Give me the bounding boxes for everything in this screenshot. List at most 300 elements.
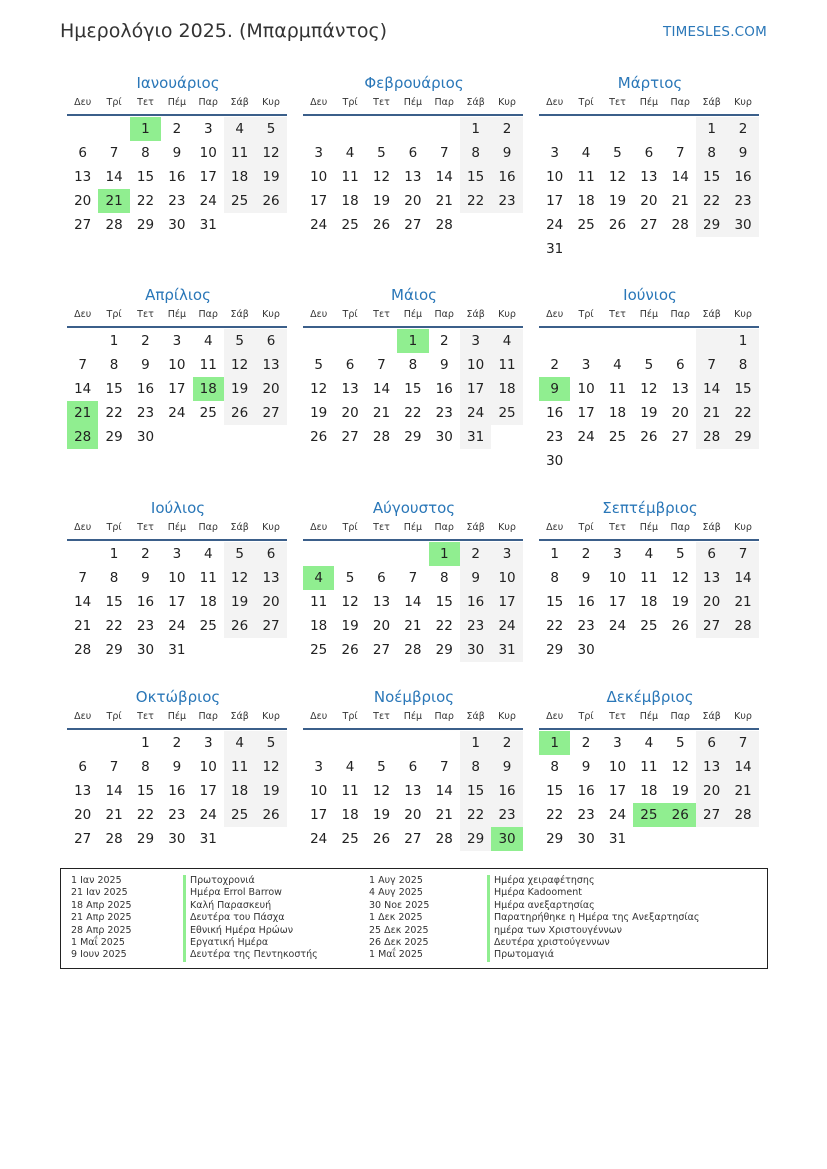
day-cell: 24 <box>199 193 217 209</box>
day-cell: 8 <box>727 353 758 377</box>
day-cell: 5 <box>255 117 286 141</box>
day-cell: 6 <box>377 570 386 586</box>
day-cell: 1 <box>397 329 428 353</box>
day-cell: 26 <box>224 614 255 638</box>
day-cell: 26 <box>341 642 359 658</box>
day-cell: 22 <box>460 189 491 213</box>
empty-day-cell <box>696 638 727 662</box>
day-cell: 2 <box>141 333 150 349</box>
day-cell: 17 <box>608 783 627 799</box>
day-cell: 14 <box>671 169 689 185</box>
day-cell: 19 <box>608 193 627 209</box>
day-cell: 8 <box>550 759 559 775</box>
day-cell: 18 <box>341 193 359 209</box>
day-cell: 15 <box>136 169 155 185</box>
day-cell: 16 <box>435 381 453 397</box>
day-cell: 6 <box>345 357 355 373</box>
month-name: Ιούλιος <box>150 499 206 517</box>
empty-day-cell <box>665 117 696 141</box>
day-cell: 7 <box>78 357 87 373</box>
day-cell: 27 <box>74 217 92 233</box>
weekday-label: Δευ <box>546 522 564 533</box>
day-cell: 7 <box>439 759 449 775</box>
day-cell: 12 <box>255 755 286 779</box>
day-cell: 16 <box>136 381 155 397</box>
month-name: Μάιος <box>391 286 437 304</box>
empty-day-cell <box>255 213 286 237</box>
day-cell: 14 <box>435 783 453 799</box>
day-cell: 26 <box>310 429 328 445</box>
day-cell: 25 <box>199 618 217 634</box>
day-cell: 10 <box>608 570 627 586</box>
day-cell: 9 <box>172 759 182 775</box>
day-cell: 28 <box>435 831 453 847</box>
day-cell: 2 <box>550 357 559 373</box>
day-cell: 15 <box>696 165 727 189</box>
day-cell: 15 <box>546 783 564 799</box>
weekday-label: Κυρ <box>262 711 280 722</box>
day-cell: 27 <box>696 803 727 827</box>
day-cell: 26 <box>255 189 286 213</box>
day-cell: 17 <box>168 594 186 610</box>
day-cell: 25 <box>491 401 522 425</box>
day-cell: 10 <box>199 759 217 775</box>
weekday-label: Κυρ <box>498 309 516 320</box>
day-cell: 29 <box>404 429 422 445</box>
weekday-label: Τρί <box>342 711 358 722</box>
day-cell: 24 <box>546 217 564 233</box>
day-cell: 2 <box>172 121 182 137</box>
weekday-label: Σάβ <box>702 522 721 533</box>
empty-day-cell <box>397 117 428 141</box>
legend-holiday-name: ημέρα των Χριστουγέννων <box>487 925 699 937</box>
day-cell: 21 <box>98 189 129 213</box>
legend-holiday-name: Ημέρα Errol Barrow <box>183 887 318 899</box>
month-block <box>539 284 761 473</box>
day-cell: 16 <box>491 165 522 189</box>
empty-day-cell <box>67 329 98 353</box>
day-cell: 11 <box>640 759 658 775</box>
day-cell: 27 <box>404 831 422 847</box>
day-cell: 19 <box>372 193 391 209</box>
day-cell: 9 <box>581 570 591 586</box>
legend-date: 1 Δεκ 2025 <box>369 912 423 924</box>
weekday-label: Πέμ <box>639 97 659 108</box>
day-grid <box>303 117 525 237</box>
month-divider <box>539 539 759 541</box>
day-cell: 30 <box>168 217 186 233</box>
month-divider <box>67 114 287 116</box>
day-cell: 12 <box>671 570 689 586</box>
empty-day-cell <box>570 117 601 141</box>
day-cell: 28 <box>105 217 123 233</box>
weekday-label: Παρ <box>198 711 218 722</box>
day-cell: 13 <box>372 594 391 610</box>
legend-date: 4 Αυγ 2025 <box>369 887 423 899</box>
weekday-label: Πέμ <box>403 711 423 722</box>
day-grid <box>303 542 525 662</box>
day-cell: 7 <box>675 145 685 161</box>
weekday-label: Πέμ <box>639 711 659 722</box>
legend-holiday-name: Δευτέρα χριστούγεννων <box>487 937 699 949</box>
legend-date: 21 Απρ 2025 <box>71 912 132 924</box>
day-cell: 23 <box>727 189 758 213</box>
empty-day-cell <box>665 329 696 353</box>
legend-holiday-name: Καλή Παρασκευή <box>183 900 318 912</box>
day-cell: 12 <box>640 381 658 397</box>
day-cell: 7 <box>696 353 727 377</box>
weekday-label: Παρ <box>434 711 454 722</box>
month-name: Μάρτιος <box>617 74 683 92</box>
weekday-label: Παρ <box>434 309 454 320</box>
weekday-label: Τρί <box>106 97 122 108</box>
month-block <box>67 72 289 237</box>
day-cell: 9 <box>141 357 150 373</box>
day-cell: 17 <box>310 193 328 209</box>
empty-day-cell <box>602 638 633 662</box>
holiday-legend <box>60 868 768 969</box>
day-cell: 15 <box>404 381 422 397</box>
empty-day-cell <box>193 638 224 662</box>
day-cell: 17 <box>199 783 217 799</box>
day-cell: 17 <box>460 377 491 401</box>
month-name: Απρίλιος <box>145 286 211 304</box>
weekday-label: Πέμ <box>639 522 659 533</box>
day-cell: 16 <box>546 405 564 421</box>
empty-day-cell <box>727 638 758 662</box>
day-cell: 7 <box>727 542 758 566</box>
day-cell: 20 <box>74 807 92 823</box>
day-cell: 31 <box>608 831 627 847</box>
weekday-label: Δευ <box>546 97 564 108</box>
day-cell: 15 <box>435 594 453 610</box>
day-cell: 6 <box>78 145 87 161</box>
day-cell: 11 <box>199 570 217 586</box>
day-cell: 8 <box>460 141 491 165</box>
empty-day-cell <box>429 731 460 755</box>
day-cell: 2 <box>172 735 182 751</box>
weekday-label: Σάβ <box>230 522 249 533</box>
empty-day-cell <box>67 117 98 141</box>
day-cell: 6 <box>255 542 286 566</box>
day-cell: 14 <box>404 594 422 610</box>
weekday-label: Τετ <box>137 711 154 722</box>
day-cell: 27 <box>255 614 286 638</box>
month-name: Ιούνιος <box>623 286 677 304</box>
weekday-label: Τρί <box>578 711 594 722</box>
day-cell: 1 <box>550 546 559 562</box>
day-cell: 20 <box>640 193 658 209</box>
day-cell: 3 <box>314 145 323 161</box>
day-grid <box>539 117 761 261</box>
day-cell: 13 <box>404 783 422 799</box>
day-cell: 21 <box>671 193 689 209</box>
day-cell: 12 <box>224 566 255 590</box>
empty-day-cell <box>67 542 98 566</box>
day-cell: 12 <box>224 353 255 377</box>
empty-day-cell <box>727 237 758 261</box>
day-cell: 1 <box>727 329 758 353</box>
day-cell: 9 <box>172 145 182 161</box>
weekday-label: Δευ <box>74 97 92 108</box>
day-cell: 25 <box>341 831 359 847</box>
day-cell: 20 <box>341 405 359 421</box>
weekday-label: Δευ <box>310 309 328 320</box>
day-cell: 21 <box>727 590 758 614</box>
day-cell: 14 <box>372 381 391 397</box>
day-cell: 26 <box>372 217 391 233</box>
legend-date: 1 Μαΐ 2025 <box>369 949 423 961</box>
day-cell: 7 <box>109 145 119 161</box>
legend-date: 21 Ιαν 2025 <box>71 887 128 899</box>
day-cell: 11 <box>491 353 522 377</box>
day-cell: 21 <box>435 193 453 209</box>
day-cell: 22 <box>546 807 564 823</box>
day-cell: 29 <box>727 425 758 449</box>
day-cell: 16 <box>577 783 595 799</box>
day-cell: 9 <box>581 759 591 775</box>
weekday-header <box>67 94 289 112</box>
empty-day-cell <box>397 542 428 566</box>
day-cell: 25 <box>608 429 627 445</box>
day-cell: 29 <box>105 429 123 445</box>
day-cell: 17 <box>491 590 522 614</box>
month-block <box>539 686 761 851</box>
weekday-header <box>303 94 525 112</box>
day-cell: 21 <box>105 807 123 823</box>
day-cell: 29 <box>546 831 564 847</box>
day-cell: 28 <box>727 614 758 638</box>
day-cell: 5 <box>224 542 255 566</box>
empty-day-cell <box>303 731 334 755</box>
day-cell: 3 <box>203 121 213 137</box>
day-cell: 14 <box>727 755 758 779</box>
empty-day-cell <box>602 237 633 261</box>
day-cell: 13 <box>255 566 286 590</box>
day-cell: 19 <box>255 779 286 803</box>
day-cell: 31 <box>168 642 186 658</box>
legend-names-left <box>183 875 318 962</box>
day-cell: 7 <box>109 759 119 775</box>
day-cell: 23 <box>168 807 186 823</box>
day-cell: 8 <box>439 570 449 586</box>
day-cell: 30 <box>491 827 522 851</box>
day-cell: 23 <box>460 614 491 638</box>
day-cell: 3 <box>314 759 323 775</box>
day-grid <box>67 329 289 449</box>
weekday-label: Τρί <box>106 711 122 722</box>
day-cell: 9 <box>539 377 570 401</box>
weekday-label: Τετ <box>609 522 626 533</box>
day-cell: 30 <box>136 429 155 445</box>
month-divider <box>539 114 759 116</box>
day-cell: 21 <box>372 405 391 421</box>
day-cell: 27 <box>74 831 92 847</box>
day-grid <box>539 542 761 662</box>
day-cell: 4 <box>303 566 334 590</box>
day-cell: 15 <box>460 165 491 189</box>
day-cell: 17 <box>168 381 186 397</box>
day-cell: 16 <box>168 169 186 185</box>
day-cell: 2 <box>581 546 591 562</box>
day-cell: 30 <box>168 831 186 847</box>
day-cell: 6 <box>78 759 87 775</box>
empty-day-cell <box>460 213 491 237</box>
day-cell: 17 <box>577 405 595 421</box>
empty-day-cell <box>397 731 428 755</box>
day-cell: 5 <box>675 735 685 751</box>
day-cell: 8 <box>109 357 119 373</box>
empty-day-cell <box>98 117 129 141</box>
empty-day-cell <box>633 449 664 473</box>
day-cell: 6 <box>255 329 286 353</box>
day-cell: 22 <box>546 618 564 634</box>
day-cell: 30 <box>136 642 155 658</box>
weekday-label: Σάβ <box>230 309 249 320</box>
day-cell: 1 <box>539 731 570 755</box>
empty-day-cell <box>696 827 727 851</box>
empty-day-cell <box>570 237 601 261</box>
day-cell: 15 <box>105 381 123 397</box>
day-cell: 2 <box>491 117 522 141</box>
weekday-label: Τρί <box>578 522 594 533</box>
empty-day-cell <box>696 237 727 261</box>
day-cell: 5 <box>345 570 355 586</box>
day-cell: 22 <box>404 405 422 421</box>
day-cell: 19 <box>671 783 689 799</box>
day-cell: 2 <box>491 731 522 755</box>
day-cell: 6 <box>696 542 727 566</box>
day-cell: 31 <box>199 217 217 233</box>
empty-day-cell <box>633 827 664 851</box>
legend-date: 25 Δεκ 2025 <box>369 924 429 936</box>
empty-day-cell <box>429 117 460 141</box>
day-cell: 24 <box>460 401 491 425</box>
day-cell: 29 <box>136 831 155 847</box>
day-cell: 3 <box>581 357 591 373</box>
day-cell: 9 <box>460 566 491 590</box>
day-cell: 11 <box>310 594 328 610</box>
weekday-label: Κυρ <box>734 711 752 722</box>
day-cell: 11 <box>224 755 255 779</box>
day-cell: 21 <box>727 779 758 803</box>
legend-date: 28 Απρ 2025 <box>71 924 132 936</box>
empty-day-cell <box>255 827 286 851</box>
empty-day-cell <box>255 425 286 449</box>
month-block <box>303 284 525 449</box>
weekday-label: Κυρ <box>262 97 280 108</box>
weekday-label: Σάβ <box>466 97 485 108</box>
month-block <box>67 284 289 449</box>
day-cell: 4 <box>491 329 522 353</box>
empty-day-cell <box>224 638 255 662</box>
weekday-label: Παρ <box>670 522 690 533</box>
site-brand-link[interactable]: TIMESLES.COM <box>663 24 767 40</box>
day-cell: 24 <box>168 405 186 421</box>
day-cell: 3 <box>203 735 213 751</box>
legend-holiday-name: Ημέρα χειραφέτησης <box>487 875 699 887</box>
empty-day-cell <box>366 117 397 141</box>
month-divider <box>303 326 523 328</box>
empty-day-cell <box>570 329 601 353</box>
day-cell: 24 <box>168 618 186 634</box>
day-cell: 6 <box>644 145 654 161</box>
day-cell: 17 <box>310 807 328 823</box>
day-cell: 21 <box>67 401 98 425</box>
day-cell: 4 <box>203 333 213 349</box>
day-cell: 8 <box>109 570 119 586</box>
weekday-label: Τετ <box>137 97 154 108</box>
day-cell: 29 <box>460 827 491 851</box>
day-cell: 3 <box>172 546 182 562</box>
empty-day-cell <box>727 449 758 473</box>
empty-day-cell <box>665 638 696 662</box>
day-cell: 20 <box>372 618 391 634</box>
day-cell: 11 <box>199 357 217 373</box>
weekday-label: Παρ <box>670 309 690 320</box>
day-cell: 19 <box>372 807 391 823</box>
day-cell: 20 <box>404 807 422 823</box>
weekday-label: Δευ <box>74 522 92 533</box>
day-cell: 20 <box>404 193 422 209</box>
weekday-header <box>303 708 525 726</box>
day-cell: 19 <box>224 377 255 401</box>
day-cell: 12 <box>341 594 359 610</box>
weekday-header <box>539 94 761 112</box>
legend-date: 9 Ιουν 2025 <box>71 949 127 961</box>
empty-day-cell <box>366 731 397 755</box>
day-cell: 27 <box>671 429 689 445</box>
day-cell: 10 <box>168 357 186 373</box>
weekday-label: Δευ <box>310 97 328 108</box>
day-grid <box>539 329 761 473</box>
empty-day-cell <box>696 449 727 473</box>
weekday-header <box>539 306 761 324</box>
month-name: Σεπτέμβριος <box>602 499 698 517</box>
weekday-label: Κυρ <box>262 522 280 533</box>
day-cell: 23 <box>577 618 595 634</box>
empty-day-cell <box>491 425 522 449</box>
month-name: Νοέμβριος <box>373 688 455 706</box>
day-cell: 2 <box>439 333 449 349</box>
day-cell: 30 <box>577 831 595 847</box>
empty-day-cell <box>602 117 633 141</box>
day-grid <box>67 117 289 237</box>
day-cell: 19 <box>640 405 658 421</box>
weekday-label: Πέμ <box>167 309 187 320</box>
day-cell: 3 <box>550 145 559 161</box>
day-cell: 9 <box>439 357 449 373</box>
day-cell: 1 <box>109 546 119 562</box>
weekday-label: Δευ <box>310 711 328 722</box>
day-grid <box>303 329 525 449</box>
day-cell: 18 <box>224 165 255 189</box>
day-cell: 8 <box>550 570 559 586</box>
weekday-label: Κυρ <box>498 522 516 533</box>
day-cell: 8 <box>408 357 418 373</box>
weekday-label: Σάβ <box>466 711 485 722</box>
weekday-header <box>539 708 761 726</box>
day-cell: 31 <box>460 425 491 449</box>
month-divider <box>67 539 287 541</box>
empty-day-cell <box>161 425 192 449</box>
weekday-header <box>67 708 289 726</box>
weekday-label: Παρ <box>198 522 218 533</box>
day-cell: 24 <box>608 618 627 634</box>
empty-day-cell <box>334 329 365 353</box>
day-cell: 17 <box>546 193 564 209</box>
day-cell: 26 <box>224 401 255 425</box>
